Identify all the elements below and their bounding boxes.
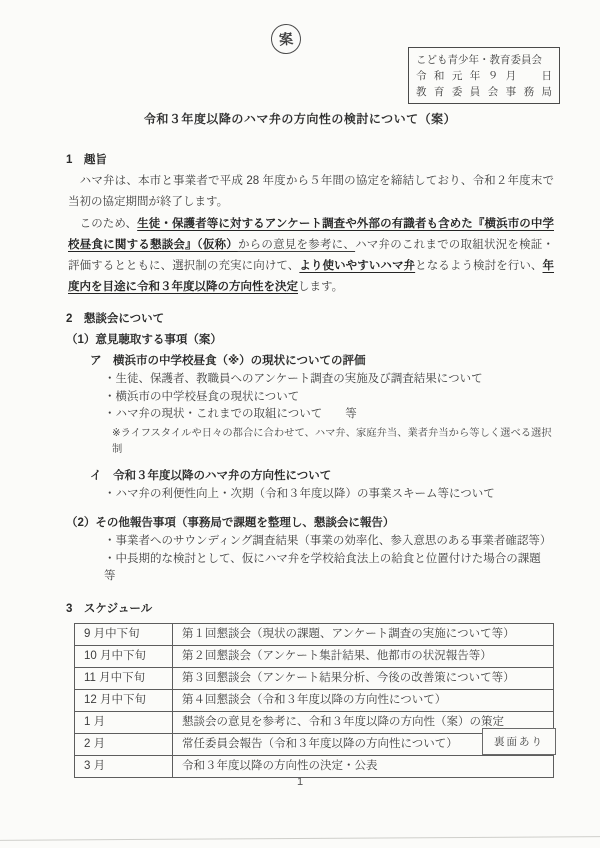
scan-paper-edge: [0, 836, 600, 841]
bullet-item: ・ハマ弁の利便性向上・次期（令和３年度以降）の事業スキーム等について: [104, 487, 495, 500]
table-row: [75, 667, 554, 689]
run-bold-underline: 年度内を目途に令和３年度以降の方向性を決定: [68, 260, 555, 293]
schedule-content-cell: 第４回懇談会（令和３年度以降の方向性について）: [173, 689, 554, 711]
document-date: 令和元年９月 日: [416, 70, 552, 82]
bullet-item: ・ハマ弁の現状・これまでの取組について 等: [104, 408, 357, 420]
schedule-time-cell: 12 月中下旬: [75, 689, 173, 711]
item-a-heading: ア 横浜市の中学校昼食（※）の現状についての評価: [90, 355, 366, 367]
bullet-item: ・生徒、保護者、教職員へのアンケート調査の実施及び調査結果について: [104, 373, 483, 385]
run-plain: このため、: [68, 218, 138, 230]
schedule-content-cell: 第３回懇談会（アンケート結果分析、今後の改善策について等）: [173, 667, 554, 689]
item-a-bullets: [104, 371, 554, 424]
schedule-time-cell: 9 月中下旬: [75, 623, 173, 645]
section2-sub2-heading: （2）その他報告事項（事務局で課題を整理し、懇談会に報告）: [66, 517, 395, 529]
bullet-item: ・事業者へのサウンディング調査結果（事業の効率化、参入意思のある事業者確認等）: [104, 535, 552, 547]
item-i-heading: イ 令和３年度以降のハマ弁の方向性について: [90, 469, 332, 482]
run-underline: からの意見を参考に、: [237, 239, 356, 251]
schedule-content-cell: 懇談会の意見を参考に、令和３年度以降の方向性（案）の策定: [173, 711, 554, 733]
back-side-note: 裏面あり: [482, 728, 556, 755]
run-plain: します。: [298, 281, 344, 293]
run-plain: ハマ弁のこれまでの取組状況を検証・評価するとともに、選択制の充実に向けて、: [68, 239, 555, 272]
item-i-bullets: [104, 486, 554, 504]
table-row: [75, 623, 554, 645]
section3-heading: 3 スケジュール: [66, 602, 153, 615]
secretariat-name: 教育委員会事務局: [416, 86, 552, 98]
item-a-footnote: ※ライフスタイルや日々の都合に合わせて、ハマ弁、家庭弁当、業者弁当から等しく選べる選択制: [112, 427, 552, 455]
run-bold-underline: より使いやすいハマ弁: [299, 260, 416, 272]
table-row: [75, 689, 554, 711]
table-row: [75, 755, 554, 777]
schedule-content-cell: 第２回懇談会（アンケート集計結果、他都市の状況報告等）: [173, 645, 554, 667]
schedule-content-cell: 令和３年度以降の方向性の決定・公表: [173, 755, 554, 777]
draft-stamp-label: 案: [278, 30, 294, 48]
page-number: 1: [296, 776, 304, 788]
schedule-time-cell: 10 月中下旬: [75, 645, 173, 667]
page-title: 令和３年度以降のハマ弁の方向性の検討について（案）: [143, 112, 457, 126]
draft-stamp: [269, 22, 302, 55]
schedule-content-cell: 常任委員会報告（令和３年度以降の方向性について）: [173, 733, 554, 755]
run-bold-underline: 生徒・保護者等に対するアンケート調査や外部の有識者も含めた『横浜市の中学校昼食に関する懇談会』（仮称）: [68, 218, 554, 251]
table-row: [75, 645, 554, 667]
section1-heading: 1 趣旨: [66, 154, 107, 166]
purpose-paragraph-2: [68, 214, 554, 298]
run-plain: となるよう検討を行い、: [415, 260, 543, 272]
schedule-content-cell: 第１回懇談会（現状の課題、アンケート調査の実施について等）: [173, 623, 554, 645]
schedule-time-cell: 1 月: [75, 711, 173, 733]
schedule-time-cell: 3 月: [75, 755, 173, 777]
bullet-item: ・横浜市の中学校昼食の現状について: [104, 390, 300, 403]
bullet-item: ・中長期的な検討として、仮にハマ弁を学校給食法上の給食と位置付けた場合の課題 等: [104, 552, 564, 582]
committee-name: こども青少年・教育委員会: [416, 54, 542, 66]
sub2-bullets: [104, 533, 564, 586]
schedule-time-cell: 2 月: [75, 733, 173, 755]
section2-heading: 2 懇談会について: [66, 313, 165, 325]
section2-sub1-heading: （1）意見聴取する事項（案）: [66, 334, 222, 346]
purpose-paragraph-1: ハマ弁は、本市と事業者で平成 28 年度から５年間の協定を締結しており、令和２年度末で当初の協定期間が終了します。: [68, 175, 554, 208]
schedule-time-cell: 11 月中下旬: [75, 667, 173, 689]
committee-header-box: [408, 47, 560, 104]
document-body: [66, 150, 564, 778]
